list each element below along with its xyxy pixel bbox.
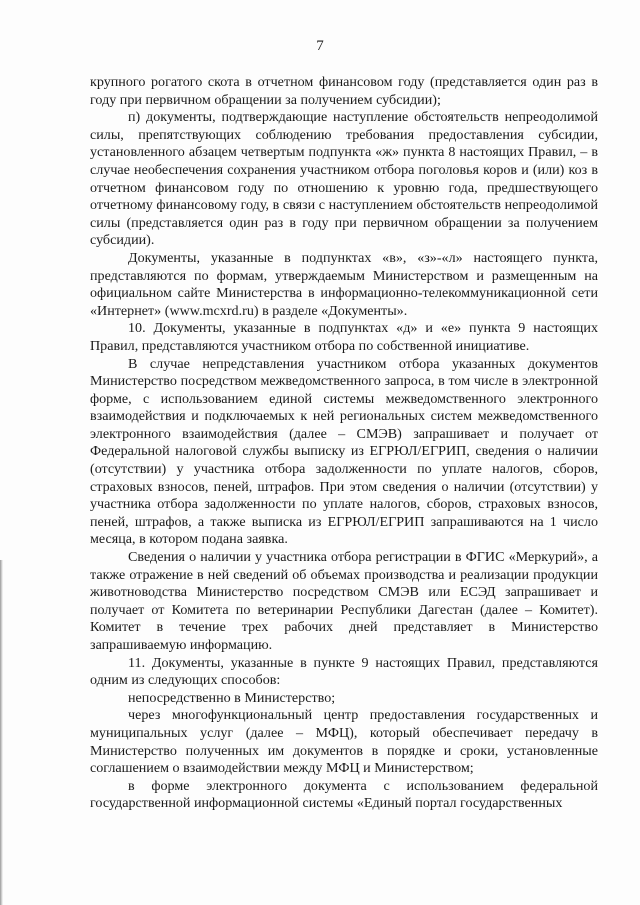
paragraph: 11. Документы, указанные в пункте 9 настоящих Правил, представляются одним из следующих способов:	[90, 654, 598, 689]
scan-shadow-edge	[0, 560, 3, 905]
paragraph: в форме электронного документа с использованием федеральной государственной информационной системы «Единый портал государственных	[90, 777, 598, 812]
body-text	[90, 74, 598, 813]
paragraph: крупного рогатого скота в отчетном финансовом году (представляется один раз в году при первичном обращении за получением субсидии);	[90, 74, 598, 108]
paragraph: В случае непредставления участником отбора указанных документов Министерство посредством межведомственного запроса, в том числе в электронной форме, с использованием единой системы межведомственного электронного взаимодействия и подключаемых к ней региональных систем межведомственного электронного взаимодействия (далее – СМЭВ) запрашивает и получает от Федеральной налоговой службы выписку из ЕГРЮЛ/ЕГРИП, сведения о наличии (отсутствии) у участника отбора задолженности по уплате налогов, сборов, страховых взносов, пеней, штрафов. При этом сведения о наличии (отсутствии) у участника отбора задолженности по уплате налогов, сборов, страховых взносов, пеней, штрафов, а также выписка из ЕГРЮЛ/ЕГРИП запрашиваются на 1 число месяца, в котором подана заявка.	[90, 355, 598, 548]
paragraph: п) документы, подтверждающие наступление обстоятельств непреодолимой силы, препятствующих соблюдению требования предоставления субсидии, установленного абзацем четвертым подпункта «ж» пункта 8 настоящих Правил, – в случае необеспечения сохранения участником отбора поголовья коров и (или) коз в отчетном финансовом году по отношению к уровню года, предшествующего отчетному финансовому году, в связи с наступлением обстоятельств непреодолимой силы (представляется один раз в году при первичном обращении за получением субсидии).	[90, 109, 598, 249]
paragraph: непосредственно в Министерство;	[128, 689, 336, 706]
paragraph: 10. Документы, указанные в подпунктах «д» и «е» пункта 9 настоящих Правил, представляются участником отбора по собственной инициативе.	[90, 320, 598, 354]
paragraph: Сведения о наличии у участника отбора регистрации в ФГИС «Меркурий», а также отражение в ней сведений об объемах производства и реализации продукции животноводства Министерство посредством СМЭВ или ЕСЭД запрашивает и получает от Комитета по ветеринарии Республики Дагестан (далее – Комитет). Комитет в течение трех рабочих дней представляет в Министерство запрашиваемую информацию.	[90, 549, 598, 653]
page-number: 7	[316, 38, 324, 54]
paragraph: через многофункциональный центр предоставления государственных и муниципальных услуг (далее – МФЦ), который обеспечивает передачу в Министерство полученных им документов в порядке и сроки, установленные соглашением о взаимодействии между МФЦ и Министерством;	[90, 707, 598, 777]
paragraph: Документы, указанные в подпунктах «в», «з»-«л» настоящего пункта, представляются по формам, утверждаемым Министерством и размещенным на официальном сайте Министерства в информационно-телекоммуникационной сети «Интернет» (www.mcxrd.ru) в разделе «Документы».	[90, 249, 598, 319]
